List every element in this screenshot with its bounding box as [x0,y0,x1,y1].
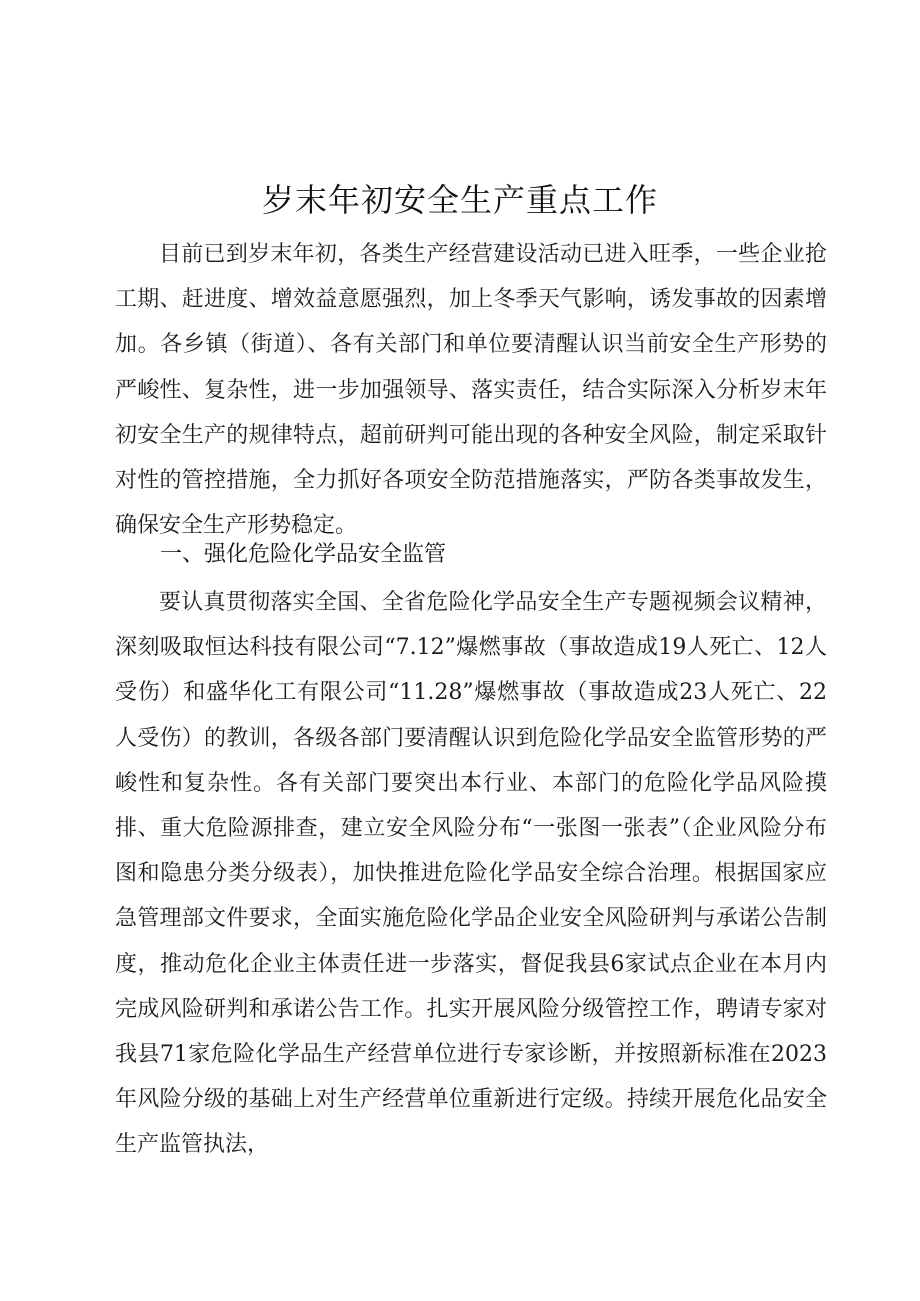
section-1-paragraph: 要认真贯彻落实全国、全省危险化学品安全生产专题视频会议精神，深刻吸取恒达科技有限公司“7.12”爆燃事故（事故造成19人死亡、12人受伤）和盛华化工有限公司“11.28”爆燃事故（事故造成23人死亡、22人受伤）的教训，各级各部门要清醒认识到危险化学品安全监管形势的严峻性和复杂性。各有关部门要突出本行业、本部门的危险化学品风险摸排、重大危险源排查，建立安全风险分布“一张图一张表”（企业风险分布图和隐患分类分级表），加快推进危险化学品安全综合治理。根据国家应急管理部文件要求，全面实施危险化学品企业安全风险研判与承诺公告制度，推动危化企业主体责任进一步落实，督促我县6家试点企业在本月内完成风险研判和承诺公告工作。扎实开展风险分级管控工作，聘请专家对我县71家危险化学品生产经营单位进行专家诊断，并按照新标准在2023年风险分级的基础上对生产经营单位重新进行定级。持续开展危化品安全生产监管执法， [115,590,827,1158]
document-title: 岁末年初安全生产重点工作 [261,181,658,219]
intro-paragraph: 目前已到岁末年初，各类生产经营建设活动已进入旺季，一些企业抢工期、赶进度、增效益意愿强烈，加上冬季天气影响，诱发事故的因素增加。各乡镇（街道）、各有关部门和单位要清醒认识当前安全生产形势的严峻性、复杂性，进一步加强领导、落实责任，结合实际深入分析岁末年初安全生产的规律特点，超前研判可能出现的各种安全风险，制定采取针对性的管控措施，全力抓好各项安全防范措施落实，严防各类事故发生，确保安全生产形势稳定。 [115,242,827,539]
section-heading-1: 一、强化危险化学品安全监管 [160,542,447,567]
